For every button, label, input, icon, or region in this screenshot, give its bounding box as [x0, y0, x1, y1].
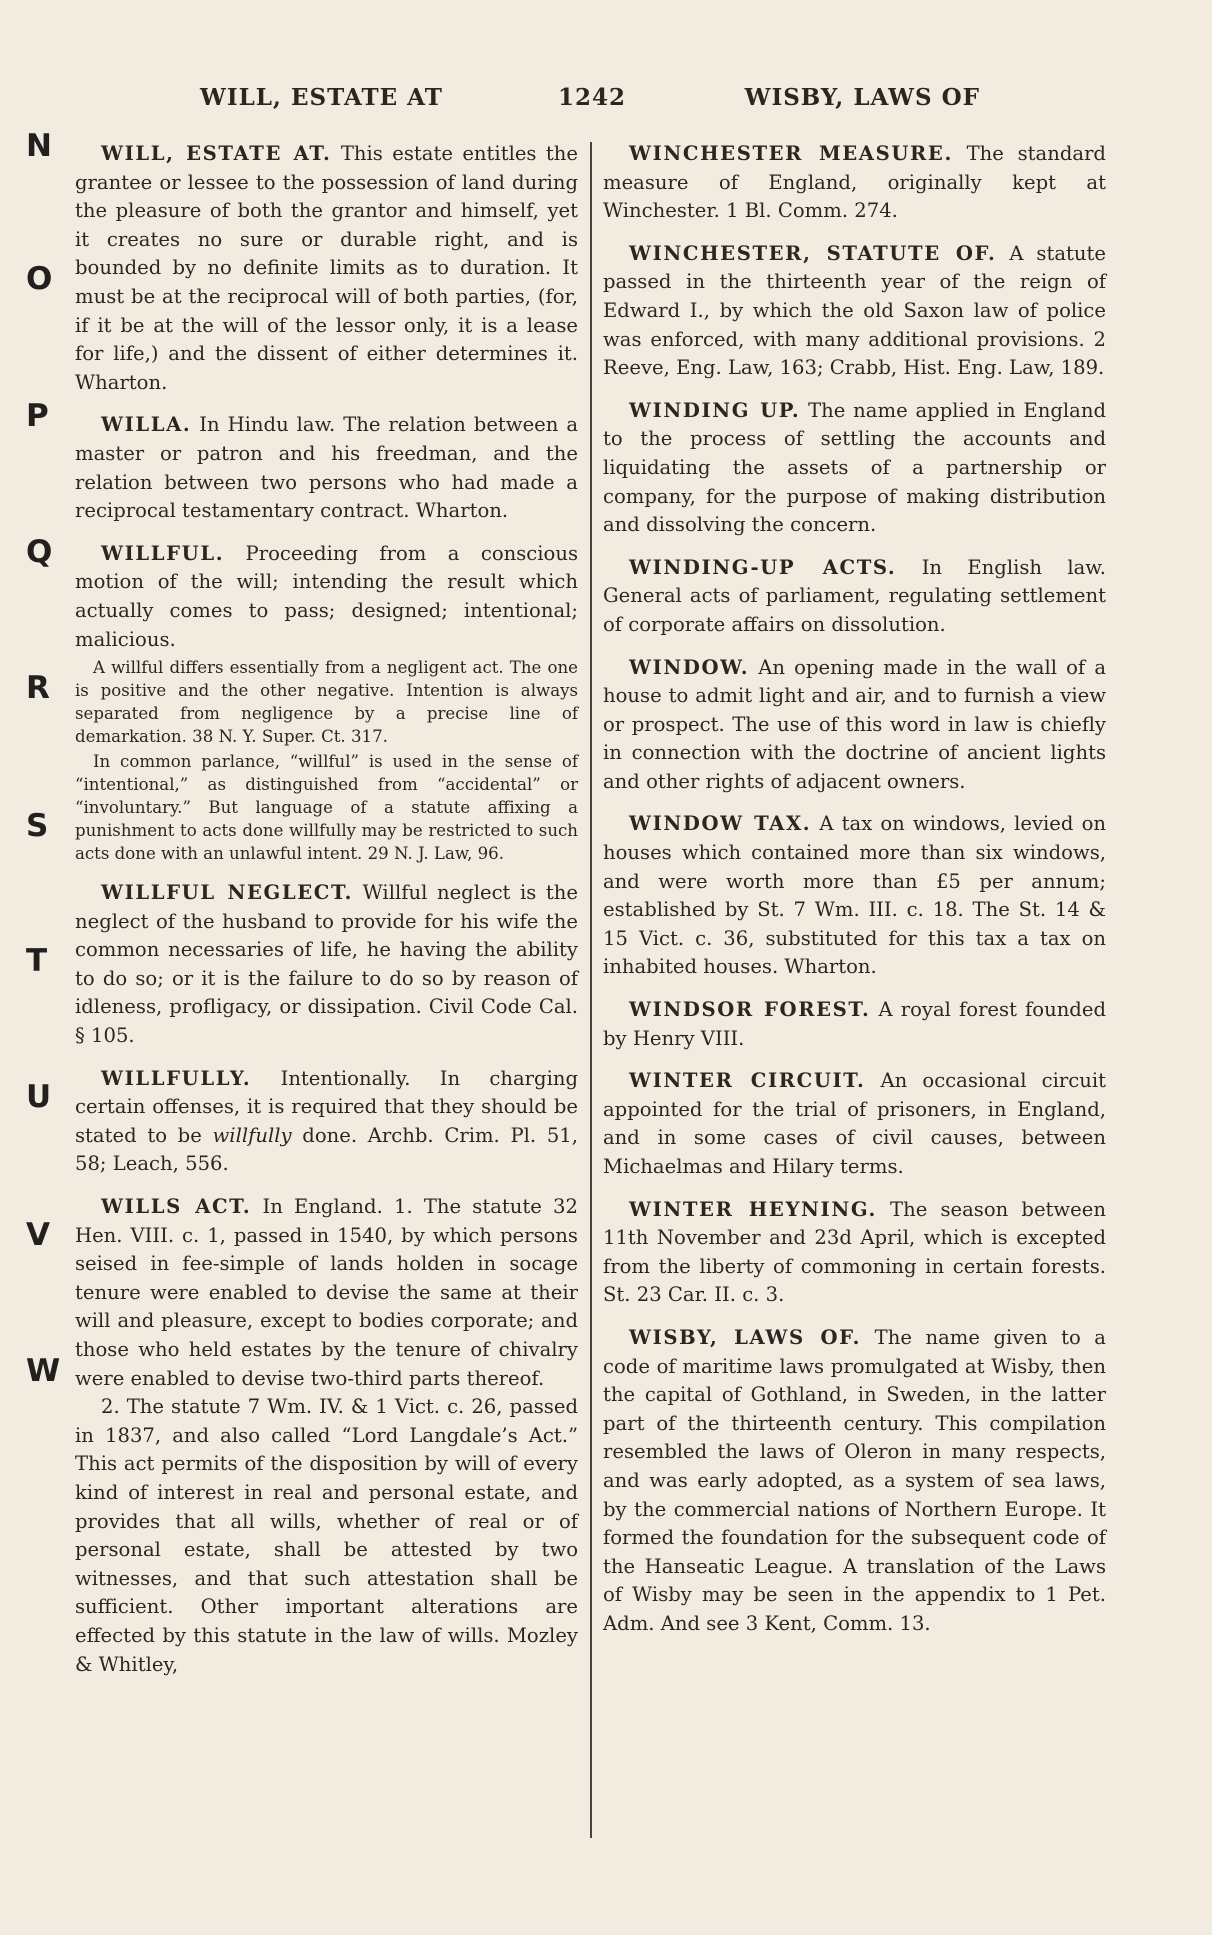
thumb-index-letter[interactable]: U	[26, 1079, 52, 1115]
entry-definition: A statute passed in the thirteenth year of the reign of Edward I., by which the old Saxon law of police was enforced, with many additional provisions. 2 Reeve, Eng. Law, 163; Crabb, Hist. Eng. Law, 189.	[603, 241, 1107, 380]
entry-winchester-measure	[603, 140, 1106, 226]
right-column	[603, 140, 1106, 1653]
page-number: 1242	[558, 84, 627, 111]
entry-winding-up-acts	[603, 554, 1106, 640]
entry-headword: WILLA.	[101, 413, 192, 437]
entry-continuation: 2. The statute 7 Wm. IV. & 1 Vict. c. 26, passed in 1837, and also called “Lord Langdale’s Act.” This act permits of the disposition by will of every kind of interest in real and personal estate, and provides that all wills, whether of real or of personal estate, shall be attested by two witnesses, and that such attestation shall be sufficient. Other important alterations are effected by this statute in the law of wills. Mozley & Whitley,	[75, 1395, 578, 1676]
thumb-index-letter[interactable]: Q	[26, 534, 53, 570]
entry-definition: A tax on windows, levied on houses which contained more than six windows, and were worth more than £5 per annum; established by St. 7 Wm. III. c. 18. The St. 14 & 15 Vict. c. 36, substituted for this tax a tax on inhabited houses. Wharton.	[603, 812, 1106, 979]
entry-headword: WILLFUL NEGLECT.	[101, 881, 354, 905]
entry-definition: Proceeding from a conscious motion of the will; intending the result which actually comes to pass; designed; intentional; malicious.	[75, 541, 578, 651]
entry-definition: In English law. General acts of parliament, regulating settlement of corporate affairs on dissolution.	[603, 555, 1106, 636]
entry-headword: WINTER HEYNING.	[629, 1197, 877, 1221]
entry-headword: WILLFULLY.	[101, 1066, 252, 1090]
column-divider	[590, 142, 592, 1838]
entry-headword: WINDOW.	[629, 655, 750, 679]
thumb-index-letter[interactable]: V	[26, 1217, 50, 1253]
entry-definition: The standard measure of England, originally kept at Winchester. 1 Bl. Comm. 274.	[603, 142, 1106, 223]
entry-winter-circuit	[603, 1067, 1106, 1181]
entry-winding-up	[603, 397, 1106, 540]
entry-definition: In England. 1. The statute 32 Hen. VIII. c. 1, passed in 1540, by which persons seised in fee-simple of lands holden in socage tenure were enabled to devise the same at their will and pleasure, except to bodies corporate; and those who held estates by the tenure of chivalry were enabled to devise two-third parts thereof.	[75, 1195, 578, 1390]
thumb-index-letter[interactable]: P	[26, 398, 49, 434]
entry-emphasis: willfully	[212, 1123, 292, 1147]
willful-notes	[75, 656, 578, 865]
entry-headword: WINDING UP.	[629, 398, 801, 422]
entry-window-tax	[603, 810, 1106, 982]
thumb-index-letter[interactable]: T	[26, 943, 48, 979]
entry-wills-act	[75, 1193, 578, 1679]
entry-headword: WILLFUL.	[101, 541, 225, 565]
thumb-index-letter[interactable]: N	[26, 128, 52, 164]
header-last-term: WISBY, LAWS OF	[744, 84, 980, 111]
thumb-index-letter[interactable]: O	[26, 261, 53, 297]
thumb-index-letter[interactable]: W	[26, 1353, 61, 1389]
entry-headword: WILL, ESTATE AT.	[101, 142, 332, 165]
entry-willful-neglect	[75, 879, 578, 1051]
entry-definition: In Hindu law. The relation between a master or patron and his freedman, and the relation between two persons who had made a reciprocal testamentary contract. Wharton.	[75, 413, 578, 523]
entry-definition: The name applied in England to the process of settling the accounts and liquidating the assets of a partnership or company, for the purpose of making distribution and dissolving the concern.	[603, 398, 1106, 537]
thumb-index-letter[interactable]: R	[26, 670, 50, 706]
entry-winchester-statute	[603, 240, 1106, 383]
entry-winter-heyning	[603, 1196, 1106, 1310]
entry-definition: The season between 11th November and 23d April, which is excepted from the liberty of commoning in certain forests. St. 23 Car. II. c. 3.	[603, 1197, 1106, 1307]
left-column	[75, 140, 578, 1679]
running-header	[200, 84, 980, 118]
entry-headword: WINCHESTER MEASURE.	[629, 142, 953, 165]
entry-headword: WISBY, LAWS OF.	[629, 1325, 862, 1349]
entry-definition: An occasional circuit appointed for the trial of prisoners, in England, and in some cases of civil causes, between Michaelmas and Hilary terms.	[603, 1069, 1106, 1178]
entry-willful	[75, 540, 578, 865]
thumb-index-letter[interactable]: S	[26, 808, 49, 844]
entry-definition: An opening made in the wall of a house to admit light and air, and to furnish a view or prospect. The use of this word in law is chiefly in connection with the doctrine of ancient lights and other rights of adjacent owners.	[603, 655, 1106, 793]
entry-headword: WINDSOR FOREST.	[629, 998, 871, 1022]
entry-definition: A royal forest founded by Henry VIII.	[603, 998, 1106, 1050]
entry-willa	[75, 411, 578, 525]
entry-headword: WINTER CIRCUIT.	[629, 1069, 866, 1093]
entry-definition: The name given to a code of maritime laws promulgated at Wisby, then the capital of Gothland, in Sweden, in the latter part of the thirteenth century. This compilation resembled the laws of Oleron in many respects, and was early adopted, as a system of sea laws, by the commercial nations of Northern Europe. It formed the foundation for the subsequent code of the Hanseatic League. A translation of the Laws of Wisby may be seen in the appendix to 1 Pet. Adm. And see 3 Kent, Comm. 13.	[603, 1325, 1106, 1635]
entry-definition-end: done. Archb. Crim. Pl. 51, 58; Leach, 556.	[75, 1123, 578, 1176]
entry-definition: This estate entitles the grantee or lessee to the possession of land during the pleasure of both the grantor and himself, yet it creates no sure or durable right, and is bounded by no definite limits as to duration. It must be at the reciprocal will of both parties, (for, if it be at the will of the lessor only, it is a lease for life,) and the dissent of either determines it. Wharton.	[75, 142, 578, 394]
entry-headword: WILLS ACT.	[101, 1195, 252, 1219]
entry-headword: WINDOW TAX.	[629, 812, 812, 836]
entry-headword: WINCHESTER, STATUTE OF.	[629, 241, 997, 265]
entry-willfully	[75, 1065, 578, 1179]
entry-definition: Intentionally. In charging certain offenses, it is required that they should be stated to be	[75, 1066, 578, 1147]
entry-headword: WINDING-UP ACTS.	[629, 555, 897, 579]
note-paragraph: A willful differs essentially from a negligent act. The one is positive and the other negative. Intention is always separated from negligence by a precise line of demarkation. 38 N. Y. Super. Ct. 317.	[75, 658, 578, 747]
entry-wisby-laws-of	[603, 1324, 1106, 1639]
entry-windsor-forest	[603, 996, 1106, 1053]
entry-window	[603, 654, 1106, 797]
note-paragraph: In common parlance, “willful” is used in the sense of “intentional,” as distinguished from “accidental” or “involuntary.” But language of a statute affixing a punishment to acts done willfully may be restricted to such acts done with an unlawful intent. 29 N. J. Law, 96.	[75, 752, 578, 864]
entry-definition: Willful neglect is the neglect of the husband to provide for his wife the common necessaries of life, he having the ability to do so; or it is the failure to do so by reason of idleness, profligacy, or dissipation. Civil Code Cal. § 105.	[75, 881, 579, 1048]
entry-will-estate-at	[75, 140, 578, 397]
header-first-term: WILL, ESTATE AT	[200, 84, 443, 111]
